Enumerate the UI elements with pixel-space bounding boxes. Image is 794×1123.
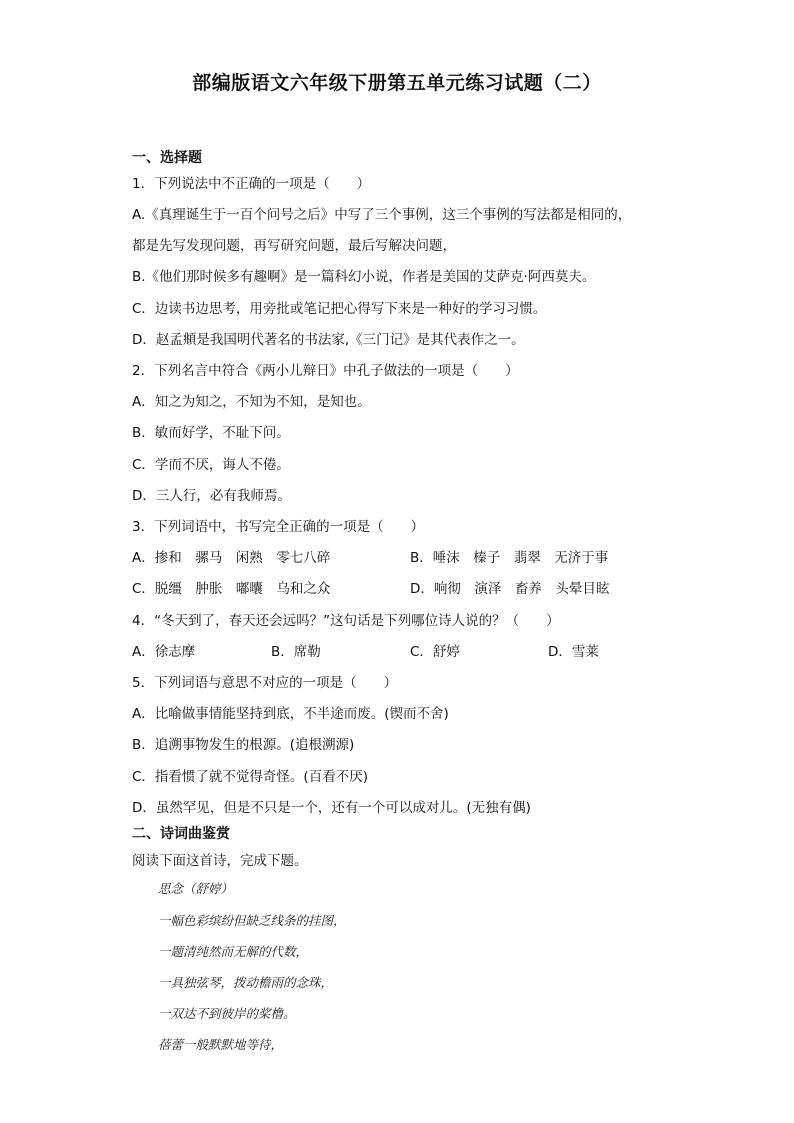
question-5-stem: 5．下列词语与意思不对应的一项是（ ） [132,675,398,691]
poem-line: 一题清纯然而无解的代数， [158,944,309,959]
question-3-stem: 3．下列词语中，书写完全正确的一项是（ ） [132,519,425,535]
question-1-stem: 1．下列说法中不正确的一项是（ ） [132,176,371,192]
question-1-option-d: D．赵孟頫是我国明代著名的书法家,《三门记》是其代表作之一。 [132,332,525,348]
poem-line: 一幅色彩缤纷但缺乏线条的挂图， [158,913,346,928]
question-3-option-c: C．脱缰 肿胀 嘟囔 乌和之众 [132,581,331,597]
poetry-instructions: 阅读下面这首诗，完成下题。 [132,853,308,869]
question-1-option-a-continued: 都是先写发现问题，再写研究问题，最后写解决问题， [132,238,456,254]
question-2-stem: 2．下列名言中符合《两小儿辩日》中孔子做法的一项是（ ） [132,363,519,379]
question-1-option-b: B.《他们那时候多有趣啊》是一篇科幻小说，作者是美国的艾萨克·阿西莫夫。 [132,269,596,285]
question-4-option-b: B．席勒 [271,644,321,660]
question-2-option-b: B．敏而好学，不耻下问。 [132,425,290,441]
question-4-option-d: D．雪莱 [548,644,599,660]
question-5-option-c: C．指看惯了就不觉得奇怪。(百看不厌) [132,769,368,785]
question-3-option-d: D．响彻 演泽 畜养 头晕目眩 [410,581,610,597]
question-1-option-a: A.《真理诞生于一百个问号之后》中写了三个事例，这三个事例的写法都是相同的， [132,207,632,223]
question-4-option-a: A．徐志摩 [132,644,196,660]
question-2-option-d: D．三人行，必有我师焉。 [132,488,291,504]
question-5-option-a: A．比喻做事情能坚持到底，不半途而废。(锲而不舍) [132,706,449,722]
question-5-option-d: D．虽然罕见，但是不只是一个，还有一个可以成对儿。(无独有偶) [132,800,531,816]
poem-line: 蓓蕾一般默默地等待， [158,1037,284,1052]
section-heading-choice: 一、选择题 [132,150,202,166]
poem-line: 一双达不到彼岸的桨橹。 [158,1006,296,1021]
poem-line: 一具独弦琴，拨动檐雨的念珠， [158,975,334,990]
document-title: 部编版语文六年级下册第五单元练习试题（二） [192,72,602,94]
question-3-option-b: B．唾沫 榛子 翡翠 无济于事 [410,550,609,566]
question-5-option-b: B．追溯事物发生的根源。(追根溯源) [132,737,355,753]
question-4-option-c: C．舒婷 [410,644,460,660]
question-4-stem: 4．“冬天到了，春天还会远吗？”这句话是下列哪位诗人说的？（ ） [132,613,560,629]
question-1-option-c: C．边读书边思考，用旁批或笔记把心得写下来是一种好的学习习惯。 [132,301,547,317]
question-2-option-c: C．学而不厌，诲人不倦。 [132,457,290,473]
question-2-option-a: A．知之为知之，不知为不知，是知也。 [132,394,371,410]
question-3-option-a: A．掺和 骡马 闲熟 零七八碎 [132,550,331,566]
section-heading-poetry: 二、诗词曲鉴赏 [132,826,230,842]
poem-title: 思念（舒婷） [158,881,234,896]
